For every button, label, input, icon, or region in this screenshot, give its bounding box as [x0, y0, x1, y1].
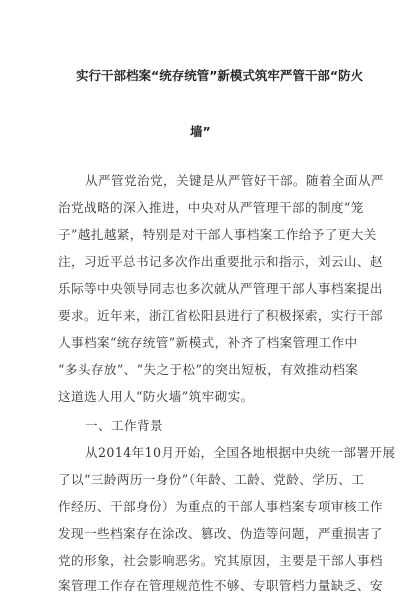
paragraph-1-line: 从严管党治党，关键是从严管好干部。随着全面从严	[85, 173, 384, 188]
paragraph-1-line: 注，习近平总书记多次作出重要批示和指示，刘云山、赵	[58, 254, 383, 269]
paragraph-2-line: 发现一些档案存在涂改、篡改、伪造等问题，严重损害了	[58, 526, 383, 541]
paragraph-1-line: “多头存放”、“失之于松”的突出短板，有效推动档案	[58, 362, 359, 377]
paragraph-2-line: 从2014年10月开始，全国各地根据中央统一部署开展	[85, 445, 396, 460]
document-title-line-1: 实行干部档案“统存统管”新模式筑牢严管干部“防火	[76, 68, 364, 83]
paragraph-2-line: 党的形象，社会影响恶劣。究其原因，主要是干部人事档	[58, 553, 383, 568]
paragraph-1-line: 这道选人用人“防火墙”筑牢砌实。	[58, 389, 254, 404]
section-heading: 一、工作背景	[85, 418, 163, 433]
paragraph-1-line: 治党战略的深入推进，中央对从严管理干部的制度“笼	[58, 200, 364, 215]
paragraph-1-line: 子”越扎越紧，特别是对干部人事档案工作给予了更大关	[58, 227, 377, 242]
document-title-line-2: 墙”	[190, 124, 211, 139]
paragraph-2-line: 作经历、干部身份）为重点的干部人事档案专项审核工作	[58, 499, 383, 514]
paragraph-1-line: 要求。近年来，浙江省松阳县进行了积极探索，实行干部	[58, 308, 383, 323]
paragraph-1-line: 乐际等中央领导同志也多次就从严管理干部人事档案提出	[58, 281, 383, 296]
paragraph-1-line: 人事档案“统存统管”新模式，补齐了档案管理工作中	[58, 335, 358, 350]
paragraph-2-line: 案管理工作存在管理规范性不够、专职管档力量缺乏、安	[58, 578, 383, 593]
paragraph-2-line: 了以“三龄两历一身份”（年龄、工龄、党龄、学历、工	[58, 472, 365, 487]
